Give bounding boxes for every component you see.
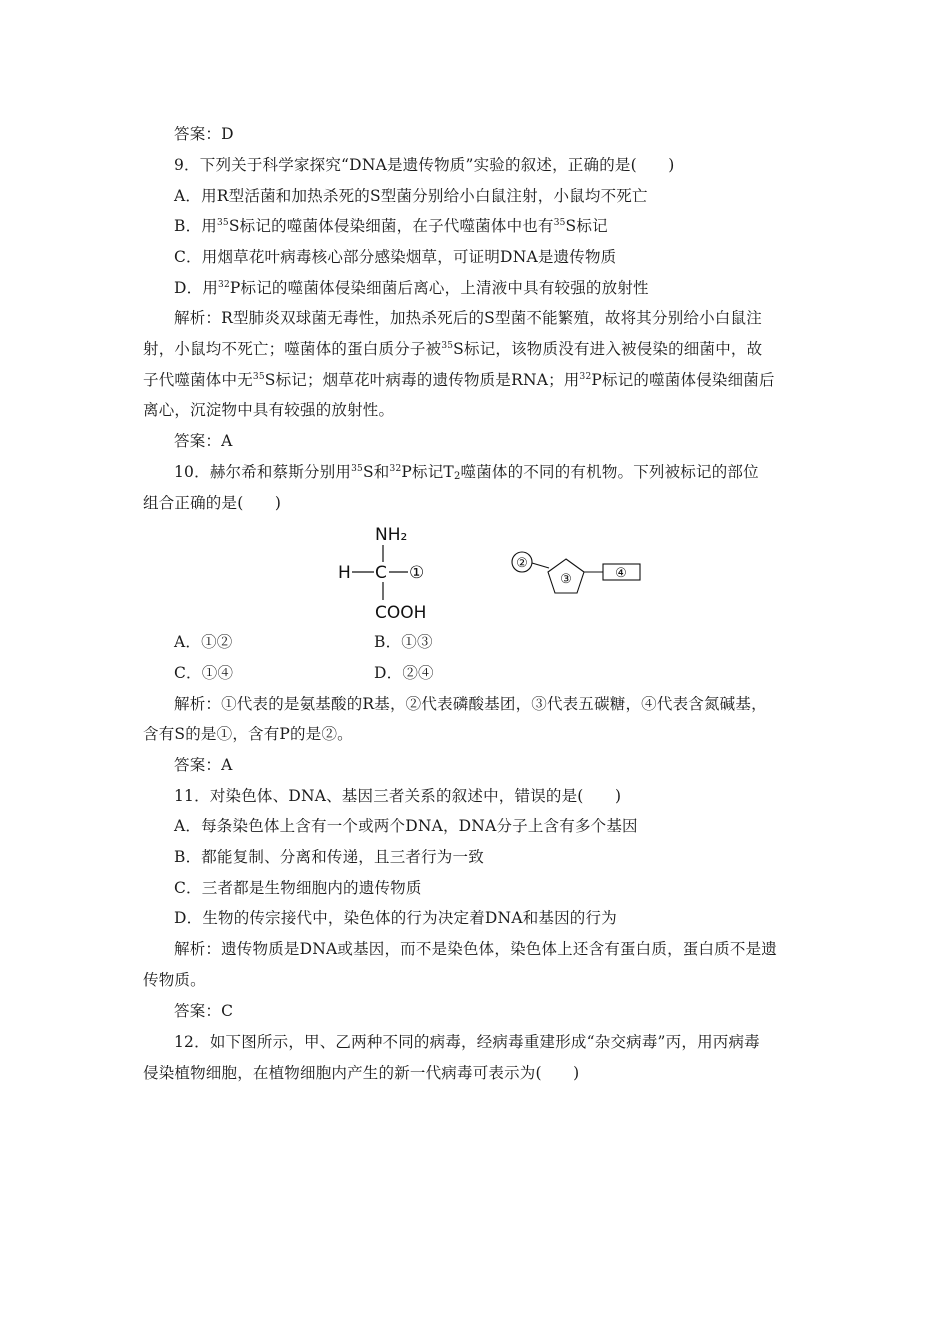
q9-option-a: A．用R型活菌和加热杀死的S型菌分别给小白鼠注射，小鼠均不死亡: [174, 187, 648, 205]
q9-answer: 答案：A: [174, 432, 233, 450]
q11-option-d: D．生物的传宗接代中，染色体的行为决定着DNA和基因的行为: [174, 909, 617, 927]
q10-options-row-1: [174, 632, 433, 652]
r-group-marker: ①: [409, 563, 425, 583]
phosphate-bond: [532, 563, 549, 568]
q11-analysis-line-1: 解析：遗传物质是DNA或基因，而不是染色体，染色体上还含有蛋白质，蛋白质不是遗: [174, 940, 777, 958]
base-marker: ④: [615, 566, 627, 581]
q9-analysis-line-1: 解析：R型肺炎双球菌无毒性，加热杀死后的S型菌不能繁殖，故将其分别给小白鼠注: [174, 309, 762, 327]
amino-group-label: NH₂: [375, 525, 408, 545]
q10-stem-line-2: 组合正确的是( ): [143, 494, 282, 512]
q9-analysis-line-3: 子代噬菌体中无$^{35}$S标记；烟草花叶病毒的遗传物质是RNA；用$^{32}$P标记的噬菌体侵染细菌后: [143, 371, 775, 389]
q12-stem-line-2: 侵染植物细胞，在植物细胞内产生的新一代病毒可表示为( ): [143, 1064, 580, 1082]
nucleotide-diagram: [505, 548, 650, 600]
q11-stem: 11．对染色体、DNA、基因三者关系的叙述中，错误的是( ): [174, 787, 622, 805]
amino-acid-diagram: [330, 518, 460, 630]
pentose-marker: ③: [560, 572, 572, 587]
q9-option-d: D．用$^{32}$P标记的噬菌体侵染细菌后离心，上清液中具有较强的放射性: [174, 279, 649, 297]
q11-option-c: C．三者都是生物细胞内的遗传物质: [174, 879, 422, 897]
q10-options-row-2: [174, 663, 434, 683]
q11-option-a: A．每条染色体上含有一个或两个DNA，DNA分子上含有多个基因: [174, 817, 638, 835]
q10-option-d: D．②④: [374, 664, 434, 682]
q11-option-b: B．都能复制、分离和传递，且三者行为一致: [174, 848, 484, 866]
q10-option-b: B．①③: [374, 633, 433, 651]
q10-analysis-line-2: 含有S的是①，含有P的是②。: [143, 725, 353, 743]
q10-analysis-line-1: 解析：①代表的是氨基酸的R基，②代表磷酸基团，③代表五碳糖，④代表含氮碱基，: [174, 695, 767, 713]
hydrogen-label: H: [338, 563, 351, 583]
q9-analysis-line-4: 离心，沉淀物中具有较强的放射性。: [143, 401, 395, 419]
q11-analysis-line-2: 传物质。: [143, 971, 206, 989]
q9-option-b: B．用$^{35}$S标记的噬菌体侵染细菌，在子代噬菌体中也有$^{35}$S标记: [174, 217, 608, 235]
q10-option-a: A．①②: [174, 633, 233, 651]
q9-stem: 9．下列关于科学家探究“DNA是遗传物质”实验的叙述，正确的是( ): [174, 156, 675, 174]
q10-stem-line-1: 10．赫尔希和蔡斯分别用$^{35}$S和$^{32}$P标记$T_2$噬菌体的不同的有机物。下列被标记的部位: [174, 463, 759, 482]
phosphate-marker: ②: [516, 556, 528, 571]
q9-analysis-line-2: 射，小鼠均不死亡；噬菌体的蛋白质分子被$^{35}$S标记，该物质没有进入被侵染的细菌中，故: [143, 340, 763, 358]
q10-option-c: C．①④: [174, 664, 234, 682]
q12-stem-line-1: 12．如下图所示，甲、乙两种不同的病毒，经病毒重建形成“杂交病毒”丙，用丙病毒: [174, 1033, 760, 1051]
carboxyl-group-label: COOH: [375, 603, 427, 623]
q10-answer: 答案：A: [174, 756, 233, 774]
q8-answer: 答案：D: [174, 125, 234, 143]
q11-answer: 答案：C: [174, 1002, 234, 1020]
carbon-label: C: [375, 563, 387, 583]
q9-option-c: C．用烟草花叶病毒核心部分感染烟草，可证明DNA是遗传物质: [174, 248, 617, 266]
